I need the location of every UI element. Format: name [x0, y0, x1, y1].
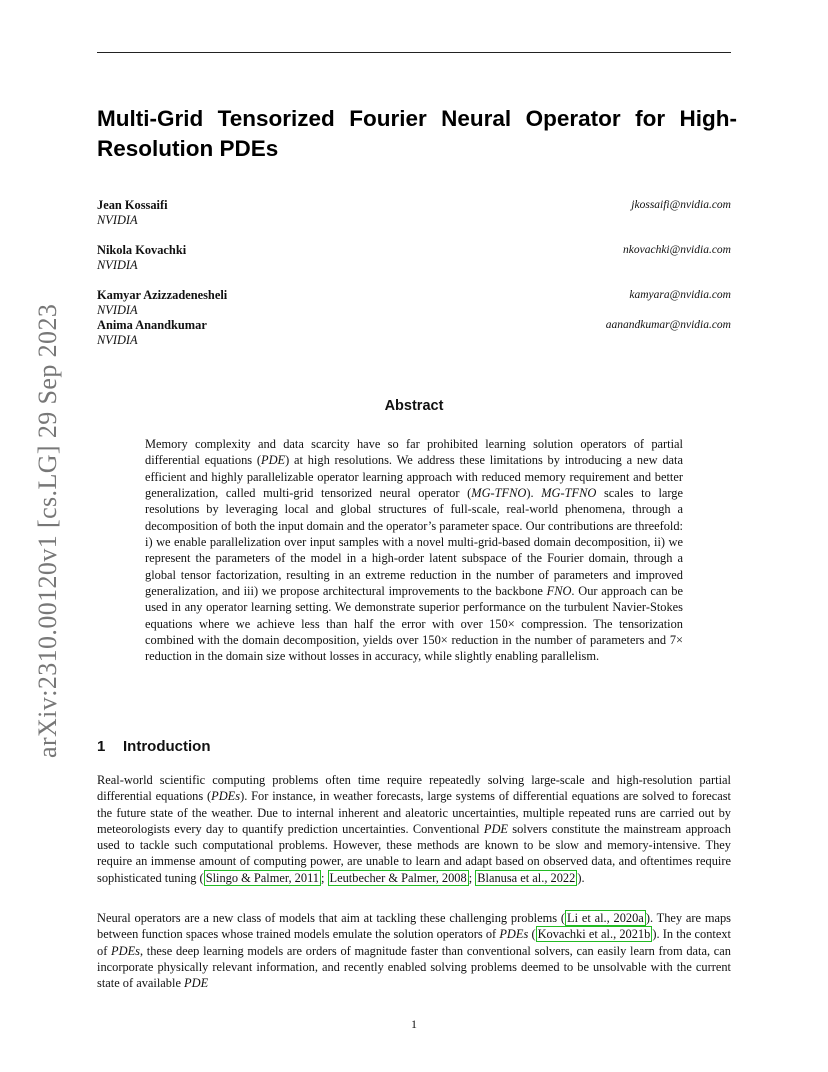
- text-run: ).: [526, 486, 542, 501]
- author-name: Anima Anandkumar: [97, 318, 207, 332]
- author-block: [97, 318, 731, 348]
- text-run: scales to large resolutions by leveraging local and global structures of full-scale, real-world phenomena, through a decomposition of both the input domain and the operator’s parameter space. Our contributions are threefold: i) we enable parallelization over input samples with a novel multi-grid-based domain decomposition, ii) we represent the parameters of the model in a high-order latent subspace of the Fourier domain, through a global tensor factorization, resulting in an extreme reduction in the number of parameters and improved generalization, and iii) we propose architectural improvements to the backbone: [145, 486, 683, 599]
- author-email: aanandkumar@nvidia.com: [605, 319, 731, 331]
- page-number: 1: [411, 1017, 417, 1031]
- italic-term: PDEs: [111, 943, 140, 958]
- abstract-body: [145, 436, 683, 665]
- top-rule: [97, 52, 731, 53]
- italic-term: PDE: [483, 821, 508, 836]
- section-title: Introduction: [123, 738, 211, 755]
- italic-term: MG-TFNO: [471, 486, 527, 501]
- author-affiliation: NVIDIA: [97, 333, 138, 347]
- citation-link[interactable]: Slingo & Palmer, 2011: [205, 870, 319, 885]
- body-paragraph: [97, 910, 731, 991]
- author-block: [97, 243, 731, 273]
- section-number: 1: [97, 738, 106, 755]
- abstract-heading: Abstract: [384, 398, 444, 414]
- section-heading: [97, 738, 210, 755]
- text-run: . Our approach can be used in any operator learning setting. We demonstrate superior performance on the turbulent Navier-Stokes equations where we achieve less than half the error with over 150× compression. The tensorization combined with the domain decomposition, yields over 150× reduction in the number of parameters and 7× reduction in the domain size without losses in accuracy, while slightly enabling parallelism.: [145, 584, 683, 664]
- author-affiliation: NVIDIA: [97, 213, 138, 227]
- italic-term: PDE: [261, 453, 286, 468]
- citation-link[interactable]: Leutbecher & Palmer, 2008: [329, 870, 467, 885]
- paper-title: Multi-Grid Tensorized Fourier Neural Operator for High-Resolution PDEs: [97, 106, 737, 161]
- author-name: Jean Kossaifi: [97, 198, 168, 212]
- author-name: Nikola Kovachki: [97, 243, 187, 257]
- italic-term: MG-TFNO: [541, 486, 597, 501]
- author-affiliation: NVIDIA: [97, 303, 138, 317]
- text-run: Neural operators are a new class of models that aim at tackling these challenging problems (: [97, 911, 565, 925]
- text-run: solvers constitute the mainstream approach used to tackle such computational problems. However, these methods are known to be slow and memory-intensive. They require an immense amount of computing power, are unable to learn and adapt based on observed data, and oftentimes require sophisticated tuning (: [97, 821, 731, 885]
- author-email: jkossaifi@nvidia.com: [631, 199, 731, 211]
- text-run: ;: [321, 870, 328, 885]
- italic-term: PDE: [184, 976, 209, 991]
- italic-term: PDEs: [211, 789, 241, 804]
- citation-link[interactable]: Kovachki et al., 2021b: [537, 927, 651, 942]
- italic-term: PDEs: [499, 927, 529, 942]
- author-block: [97, 288, 731, 318]
- author-block: [97, 198, 731, 228]
- author-name: Kamyar Azizzadenesheli: [97, 288, 228, 302]
- text-run: , these deep learning models are orders of magnitude faster than conventional solvers, can easily learn from data, can incorporate physically relevant information, and recently enabled solving problems deemed to be unsolvable with the current state of available: [97, 943, 731, 991]
- text-run: Real-world scientific computing problems often time require repeatedly solving large-scale and high-resolution partial differential equations (: [97, 773, 731, 804]
- citation-link[interactable]: Li et al., 2020a: [567, 911, 644, 925]
- text-run: ). For instance, in weather forecasts, large systems of differential equations are solved to forecast the future state of the weather. Due to internal inherent and aleatoric uncertainties, multiple repeated runs are carried out by meteorologists every day to quantify prediction uncertainties. Conventional: [97, 789, 731, 836]
- citation-link[interactable]: Blanusa et al., 2022: [477, 870, 576, 885]
- body-paragraph: [97, 772, 731, 886]
- text-run: ) at high resolutions. We address these limitations by introducing a new data efficient and highly parallelizable operator learning approach with reduced memory requirement and better generalization, called multi-grid tensorized neural operator (: [145, 453, 683, 501]
- italic-term: FNO: [546, 584, 572, 599]
- text-run: ;: [468, 870, 476, 885]
- arxiv-identifier-stamp: arXiv:2310.00120v1 [cs.LG] 29 Sep 2023: [33, 303, 62, 758]
- text-run: ). In the context of: [97, 927, 731, 958]
- author-email: nkovachki@nvidia.com: [623, 244, 731, 256]
- text-run: ). They are maps between function spaces whose trained models emulate the solution operators of: [97, 911, 731, 942]
- text-run: ).: [577, 870, 585, 885]
- text-run: (: [528, 927, 536, 942]
- text-run: Memory complexity and data scarcity have so far prohibited learning solution operators of partial differential equations (: [145, 437, 683, 468]
- author-email: kamyara@nvidia.com: [629, 289, 731, 301]
- author-affiliation: NVIDIA: [97, 258, 138, 272]
